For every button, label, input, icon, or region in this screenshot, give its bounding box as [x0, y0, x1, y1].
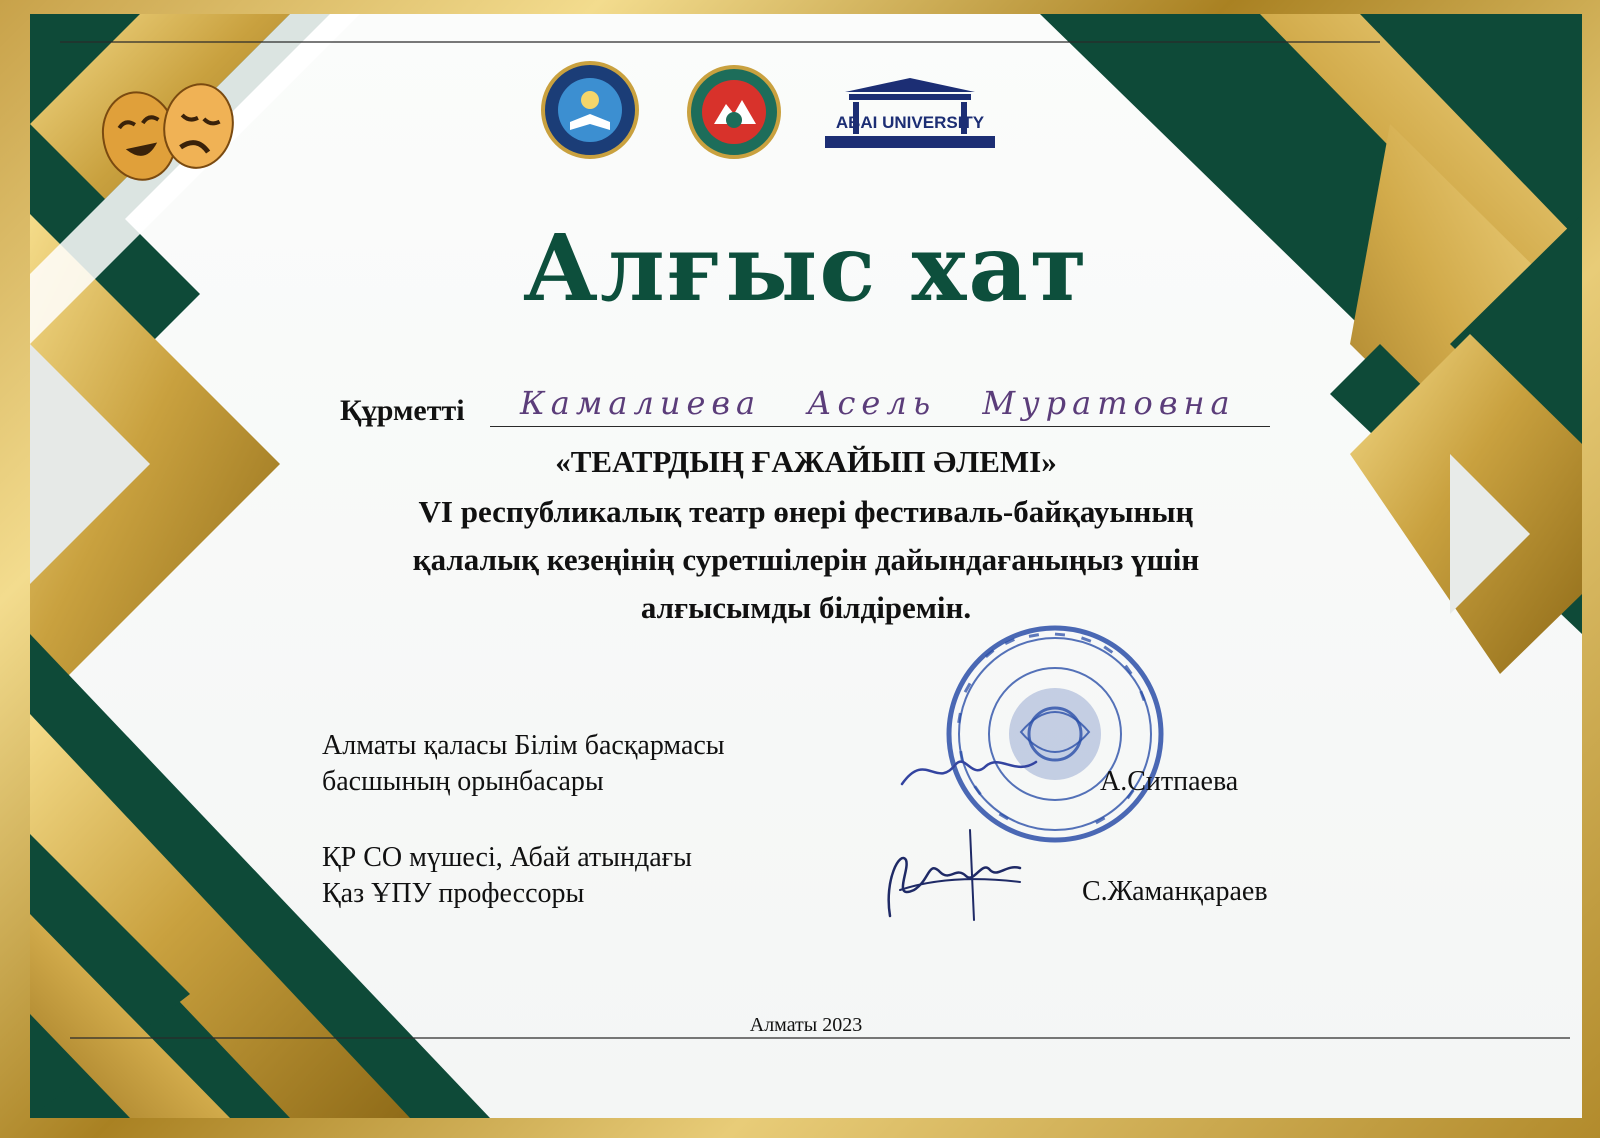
abai-university-logo-text: ABAI UNIVERSITY — [835, 113, 985, 132]
addressee-name-handwritten: Камалиева Асель Муратовна — [520, 384, 1236, 422]
footer-place-year: Алматы 2023 — [749, 1014, 863, 1036]
official-stamp — [945, 624, 1165, 844]
signatory-2-name: С.Жаманқараев — [1082, 876, 1268, 907]
almaty-emblem-logo — [686, 64, 782, 160]
addressee-label: Құрметті — [340, 394, 465, 427]
addressee-underline — [490, 426, 1270, 427]
ministry-education-logo — [540, 60, 640, 160]
signature-2-scribble — [870, 820, 1030, 930]
body-line-3: алғысымды білдіремін. — [640, 590, 972, 625]
event-name: «ТЕАТРДЫҢ ҒАЖАЙЫП ӘЛЕМІ» — [555, 444, 1057, 479]
signatory-1-name: А.Ситпаева — [1100, 766, 1239, 797]
certificate-title: Алғыс хат — [523, 214, 1089, 322]
theatre-masks-icon — [80, 74, 260, 194]
signatory-1-position-line-2: басшының орынбасары — [322, 766, 604, 797]
body-line-2: қалалық кезеңінің суретшілерін дайындағаныңыз үшін — [412, 542, 1200, 577]
signatory-1-position-line-1: Алматы қаласы Білім басқармасы — [322, 730, 725, 761]
signature-1-scribble — [896, 740, 1096, 800]
body-line-1: VI республикалық театр өнері фестиваль-байқауының — [418, 494, 1194, 529]
signatory-2-position-line-2: Қаз ҰПУ профессоры — [322, 878, 585, 909]
abai-university-logo — [825, 74, 995, 154]
certificate-paper — [30, 14, 1582, 1118]
signatory-2-position-line-1: ҚР СО мүшесі, Абай атындағы — [322, 842, 692, 873]
